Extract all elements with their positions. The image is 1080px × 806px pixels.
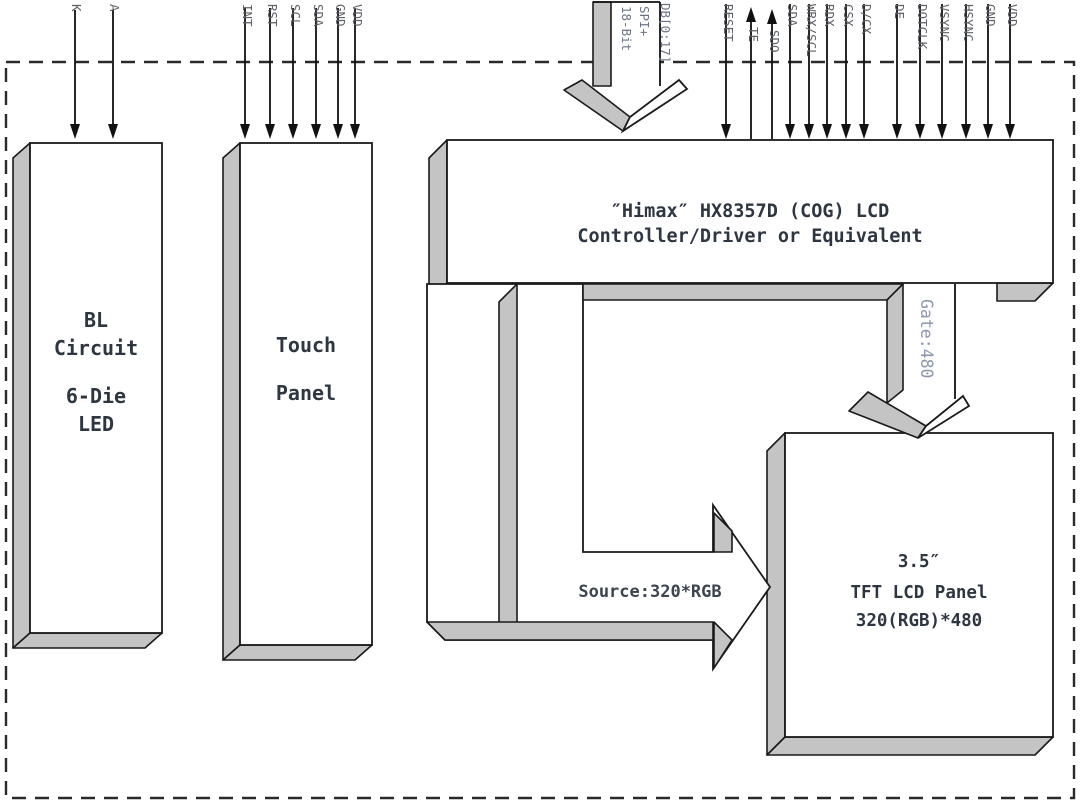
signal-hsync (961, 4, 976, 139)
signal-vdd-label: VDD (1005, 4, 1020, 27)
signal-sda-touch-label: SDA (311, 4, 326, 27)
signal-k (69, 4, 84, 139)
tft-panel-block (767, 433, 1053, 755)
signal-vdd (1005, 4, 1020, 139)
touch-label-2: Panel (275, 381, 337, 405)
bl-label-1: BL (83, 308, 109, 332)
bus-label-db: DB[0:17] (658, 3, 673, 64)
bl-left-bevel (13, 143, 30, 648)
signal-de-label: DE (892, 4, 907, 20)
bus-label-spi: SPI+ (637, 6, 652, 37)
signal-gnd-label: GND (983, 4, 998, 27)
signal-vdd-touch-label: VDD (350, 4, 365, 27)
signal-wrx-scl (804, 4, 819, 139)
signal-te (746, 7, 761, 139)
signal-de (892, 4, 907, 139)
bus-chevron-right-wing (623, 80, 687, 131)
signal-vsync (937, 4, 952, 139)
signal-a (107, 4, 122, 139)
signal-reset (721, 4, 736, 139)
controller-label-2: Controller/Driver or Equivalent (577, 226, 923, 247)
signal-dcx-label: D/CX (859, 4, 874, 35)
signal-gnd-touch-label: GND (333, 4, 348, 27)
controller-underside-bevel (583, 284, 903, 300)
bl-label-3: 6-Die (65, 384, 127, 408)
signal-gnd (983, 4, 998, 139)
touch-panel-block (223, 143, 372, 660)
signal-rdx-label: RDX (822, 4, 837, 27)
signal-k-label: K (69, 4, 84, 12)
signal-sdo-label: SDO (767, 30, 782, 53)
controller-bottom-bevel-right (997, 283, 1053, 301)
signal-csx-label: CSX (841, 4, 856, 27)
gate-connection-label: Gate:480 (917, 299, 936, 379)
bl-label-2: Circuit (53, 336, 139, 360)
arrowhead-down (108, 124, 118, 139)
controller-left-bevel (429, 140, 447, 301)
signal-gnd-touch (333, 4, 348, 139)
signal-sda-touch (311, 4, 326, 139)
signal-a-label: A (107, 4, 122, 12)
bl-bottom-bevel (13, 633, 162, 648)
signal-sdo (767, 9, 782, 139)
panel-bottom-bevel (767, 737, 1053, 755)
signal-reset-label: RESET (721, 4, 736, 42)
panel-label-1: 3.5″ (897, 552, 941, 572)
source-pipe-inner-wall (499, 284, 517, 640)
signal-dotclk-label: DOTCLK (915, 4, 930, 50)
bus-chevron-left-wing (564, 80, 630, 131)
signal-scl-label: SCL (288, 4, 303, 27)
bus-label-bits: 18-Bit (619, 6, 634, 52)
signal-rst-label: RST (265, 4, 280, 27)
panel-label-3: 320(RGB)*480 (855, 611, 983, 631)
signal-int (240, 4, 255, 139)
signal-dcx (859, 4, 874, 139)
touch-label-1: Touch (275, 333, 337, 357)
signal-vdd-touch (350, 4, 365, 139)
signal-rdx (822, 4, 837, 139)
lcd-controller-block (429, 140, 1053, 301)
signal-te-label: TE (746, 27, 761, 43)
signal-wrx-scl-label: WRX/SCL (804, 4, 819, 57)
source-pipe-outline (427, 284, 770, 669)
source-pipe-bottom-bevel (427, 622, 713, 640)
signal-rst (265, 4, 280, 139)
arrowhead-down (70, 124, 80, 139)
panel-left-bevel (767, 433, 785, 755)
bus-shaft-wall (593, 2, 611, 86)
signal-csx (841, 4, 856, 139)
source-connection-label: Source:320*RGB (578, 582, 722, 602)
signal-sda-label: SDA (785, 4, 800, 27)
signal-vsync-label: VSYNC (937, 4, 952, 42)
gate-shaft-wall (887, 284, 903, 403)
signal-scl (288, 4, 303, 139)
signal-int-label: INT (240, 4, 255, 27)
touch-bottom-bevel (223, 645, 372, 660)
gate-chevron-right-wing (918, 396, 969, 438)
source-connection-arrow (427, 284, 770, 669)
gate-connection-arrow (583, 284, 969, 438)
panel-label-2: TFT LCD Panel (850, 583, 988, 603)
bl-label-4: LED (77, 412, 115, 436)
signal-dotclk (915, 4, 930, 139)
signal-sda (785, 4, 800, 139)
touch-left-bevel (223, 143, 240, 660)
controller-label-1: ″Himax″ HX8357D (COG) LCD (610, 201, 890, 222)
spi-bus-arrow (564, 2, 687, 131)
bl-circuit-block (13, 143, 162, 648)
signal-hsync-label: HSYNC (961, 4, 976, 42)
